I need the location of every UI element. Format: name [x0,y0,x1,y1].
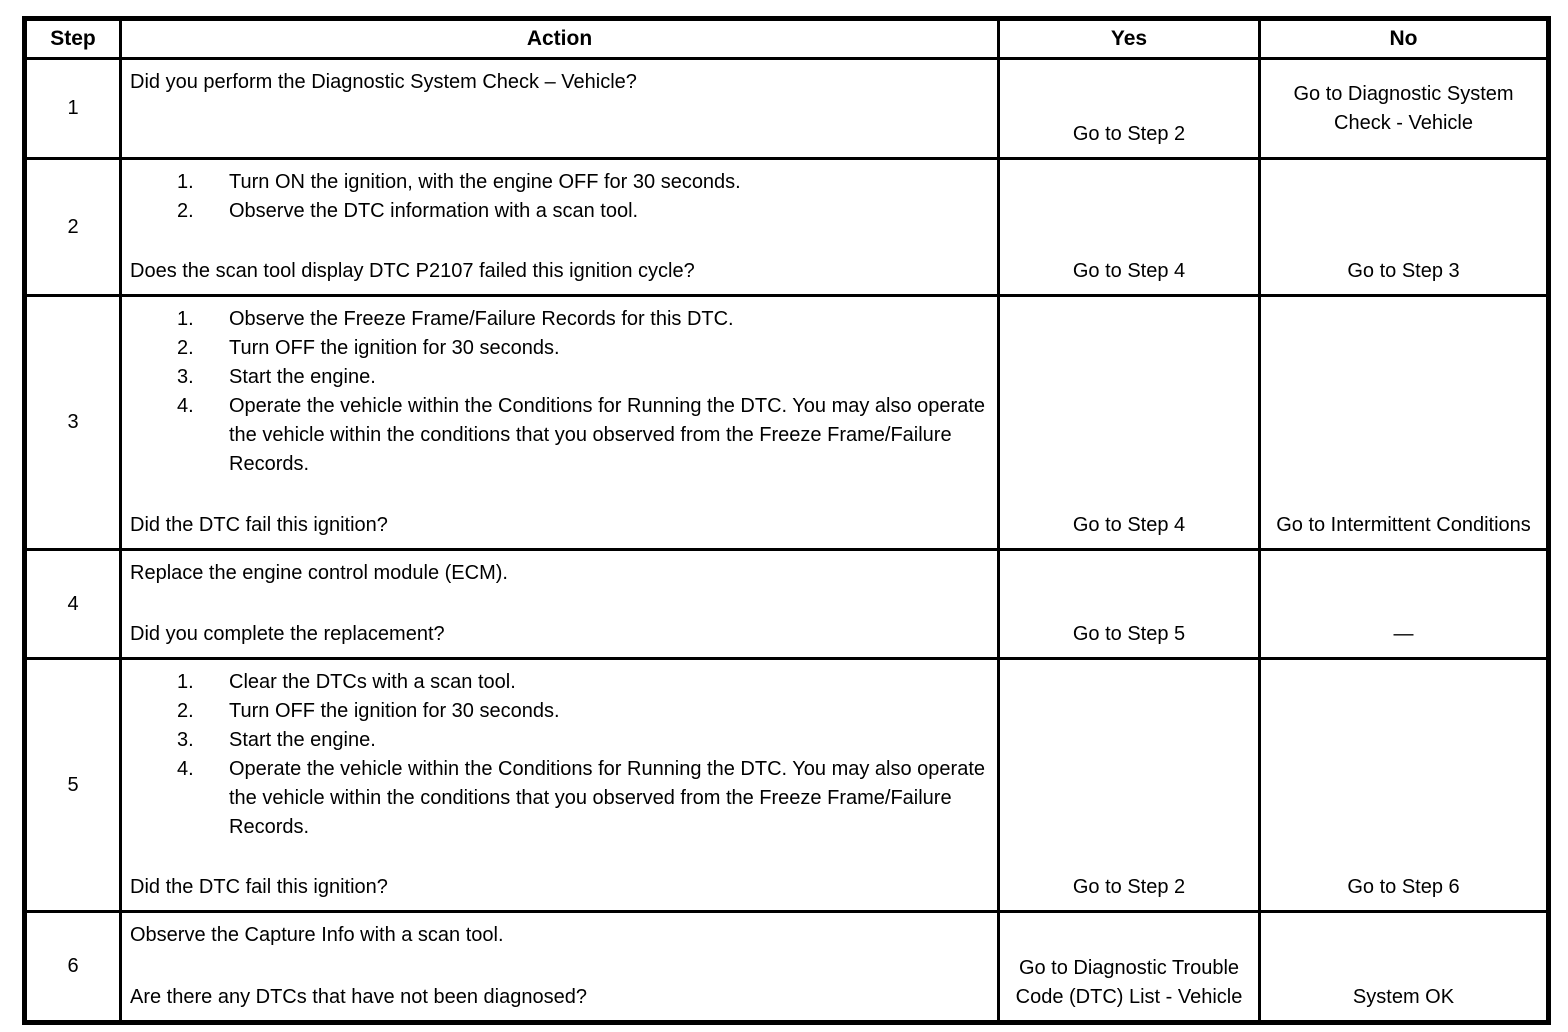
action-top [130,168,989,226]
action-content [130,921,989,1012]
header-no: No [1260,19,1549,59]
action-top [130,559,989,588]
table-row [25,159,1549,296]
no-cell: Go to Step 3 [1260,159,1549,296]
action-content [130,68,989,149]
yes-cell: Go to Step 4 [999,296,1260,550]
action-step-item: Operate the vehicle within the Conditions for Running the DTC. You may also operate the vehicle within the conditions that you observed from the Freeze Frame/Failure Records. [229,395,985,475]
header-action: Action [121,19,999,59]
action-cell [121,912,999,1023]
action-content [130,559,989,649]
action-question: Does the scan tool display DTC P2107 failed this ignition cycle? [130,260,695,282]
yes-cell: Go to Step 5 [999,550,1260,659]
action-top [130,68,989,97]
action-step-item: Observe the Freeze Frame/Failure Records for this DTC. [229,308,734,330]
header-yes: Yes [999,19,1260,59]
action-step-item: Turn ON the ignition, with the engine OFF for 30 seconds. [229,171,741,193]
yes-cell: Go to Diagnostic Trouble Code (DTC) List - Vehicle [999,912,1260,1023]
action-content [130,168,989,286]
yes-cell: Go to Step 2 [999,659,1260,912]
action-top [130,921,989,950]
action-question: Did the DTC fail this ignition? [130,514,388,536]
step-number-cell: 5 [25,659,121,912]
action-steps-list [130,305,989,479]
action-question: Did you complete the replacement? [130,623,445,645]
action-content [130,305,989,540]
action-cell [121,550,999,659]
no-cell: Go to Intermittent Conditions [1260,296,1549,550]
step-number-cell: 6 [25,912,121,1023]
step-number-cell: 2 [25,159,121,296]
table-row [25,659,1549,912]
diagnostic-table [22,16,1551,1025]
action-cell [121,159,999,296]
action-lead: Did you perform the Diagnostic System Check – Vehicle? [130,71,637,93]
action-cell [121,59,999,159]
action-lead: Observe the Capture Info with a scan tool. [130,924,504,946]
action-cell [121,296,999,550]
no-cell: System OK [1260,912,1549,1023]
action-step-item: Turn OFF the ignition for 30 seconds. [229,337,560,359]
table-row [25,550,1549,659]
header-step: Step [25,19,121,59]
step-number-cell: 1 [25,59,121,159]
yes-cell: Go to Step 2 [999,59,1260,159]
table-body [25,59,1549,1023]
header-row [25,19,1549,59]
action-step-item: Operate the vehicle within the Conditions for Running the DTC. You may also operate the vehicle within the conditions that you observed from the Freeze Frame/Failure Records. [229,758,985,838]
action-steps-list [130,168,989,226]
action-step-item: Turn OFF the ignition for 30 seconds. [229,700,560,722]
no-cell: Go to Diagnostic System Check - Vehicle [1260,59,1549,159]
step-number-cell: 4 [25,550,121,659]
table-row [25,59,1549,159]
action-top [130,305,989,479]
action-step-item: Start the engine. [229,366,376,388]
action-question: Did the DTC fail this ignition? [130,876,388,898]
no-cell: Go to Step 6 [1260,659,1549,912]
action-steps-list [130,668,989,842]
action-step-item: Clear the DTCs with a scan tool. [229,671,516,693]
no-cell: — [1260,550,1549,659]
action-step-item: Start the engine. [229,729,376,751]
table-row [25,912,1549,1023]
action-step-item: Observe the DTC information with a scan tool. [229,200,639,222]
action-top [130,668,989,842]
step-number-cell: 3 [25,296,121,550]
action-question: Are there any DTCs that have not been diagnosed? [130,986,587,1008]
action-lead: Replace the engine control module (ECM). [130,562,508,584]
yes-cell: Go to Step 4 [999,159,1260,296]
table-row [25,296,1549,550]
action-cell [121,659,999,912]
action-content [130,668,989,902]
